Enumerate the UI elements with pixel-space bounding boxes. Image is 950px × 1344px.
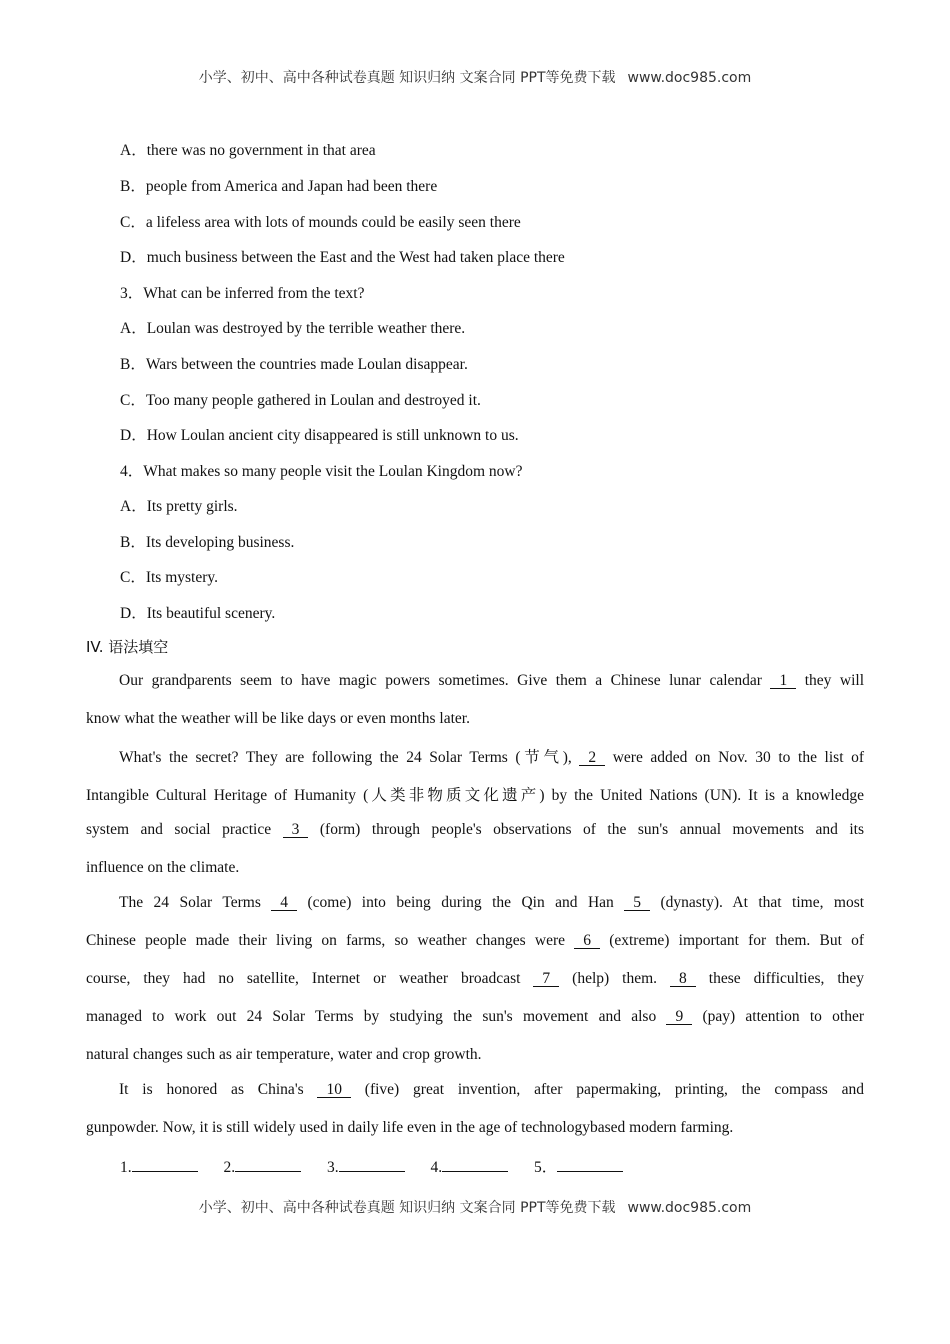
option: C．Too many people gathered in Loulan and destroyed it.	[120, 392, 481, 409]
option: C．a lifeless area with lots of mounds could be easily seen there	[120, 214, 521, 231]
option: A．there was no government in that area	[120, 142, 376, 159]
passage-line: Intangible Cultural Heritage of Humanity (人类非物质文化遗产) by the United Nations (UN). It is a knowledge	[86, 787, 864, 804]
question: 3．What can be inferred from the text?	[120, 285, 365, 302]
text: (help) them.	[572, 970, 658, 987]
footer-url: www.doc985.com	[627, 1200, 752, 1216]
text: It is honored as China's	[119, 1081, 304, 1098]
text: What's the secret? They are following the 24 Solar Terms (节气),	[119, 749, 572, 766]
text: these difficulties, they	[708, 970, 865, 987]
option: B．Wars between the countries made Loulan disappear.	[120, 356, 468, 373]
blank-10[interactable]: 10	[317, 1083, 351, 1098]
text: they will	[804, 672, 865, 689]
option: B．Its developing business.	[120, 534, 295, 551]
passage-line	[119, 894, 864, 912]
blank-8[interactable]: 8	[670, 972, 696, 987]
blank-7[interactable]: 7	[533, 972, 559, 987]
answer-field-2[interactable]	[235, 1157, 301, 1172]
option: C．Its mystery.	[120, 569, 219, 586]
option: A．Its pretty girls.	[120, 498, 238, 515]
text: managed to work out 24 Solar Terms by studying the sun's movement and also	[86, 1008, 657, 1025]
page-footer	[0, 1197, 950, 1217]
option: B．people from America and Japan had been there	[120, 178, 438, 195]
blank-9[interactable]: 9	[666, 1010, 692, 1025]
header-text: 小学、初中、高中各种试卷真题 知识归纳 文案合同 PPT等免费下载	[198, 70, 616, 86]
answer-blanks	[120, 1155, 645, 1177]
passage-line	[119, 672, 864, 690]
blank-1[interactable]: 1	[770, 674, 796, 689]
text: Chinese people made their living on farms, so weather changes were	[86, 932, 566, 949]
answer-field-5[interactable]	[557, 1157, 623, 1172]
answer-label: 2.	[223, 1159, 236, 1176]
answer-label: 3.	[327, 1159, 339, 1176]
text: The 24 Solar Terms	[119, 894, 261, 911]
answer-field-3[interactable]	[339, 1157, 405, 1172]
blank-2[interactable]: 2	[579, 751, 605, 766]
page-header	[0, 67, 950, 87]
blank-3[interactable]: 3	[283, 823, 309, 838]
text: (dynasty). At that time, most	[660, 894, 865, 911]
text: were added on Nov. 30 to the list of	[612, 749, 864, 766]
passage-line: gunpowder. Now, it is still widely used in daily life even in the age of technologybased modern farming.	[86, 1119, 734, 1136]
header-url: www.doc985.com	[627, 70, 752, 86]
answer-label: 1.	[120, 1159, 132, 1176]
answer-label: 5．	[534, 1159, 558, 1176]
section-title: IV. 语法填空	[86, 638, 169, 656]
text: (form) through people's observations of the sun's annual movements and its	[319, 821, 864, 838]
blank-6[interactable]: 6	[574, 934, 600, 949]
text: system and social practice	[86, 821, 272, 838]
option: D．How Loulan ancient city disappeared is still unknown to us.	[120, 427, 519, 444]
passage-line	[86, 1008, 864, 1026]
answer-label: 4.	[430, 1159, 443, 1176]
passage-line: influence on the climate.	[86, 859, 240, 876]
passage-line	[86, 821, 864, 839]
passage-line	[119, 745, 864, 767]
option: D．Its beautiful scenery.	[120, 605, 276, 622]
text: (five) great invention, after papermaking, printing, the compass and	[364, 1081, 865, 1098]
option: D．much business between the East and the West had taken place there	[120, 249, 565, 266]
text: (pay) attention to other	[702, 1008, 865, 1025]
blank-5[interactable]: 5	[624, 896, 650, 911]
passage-line	[86, 970, 864, 988]
text: (extreme) important for them. But of	[609, 932, 864, 949]
passage-line	[119, 1081, 864, 1099]
question: 4．What makes so many people visit the Loulan Kingdom now?	[120, 463, 523, 480]
passage-line: natural changes such as air temperature, water and crop growth.	[86, 1046, 482, 1063]
passage-line	[86, 932, 864, 950]
answer-field-4[interactable]	[442, 1157, 508, 1172]
text: course, they had no satellite, Internet or weather broadcast	[86, 970, 521, 987]
option: A．Loulan was destroyed by the terrible weather there.	[120, 320, 466, 337]
footer-text: 小学、初中、高中各种试卷真题 知识归纳 文案合同 PPT等免费下载	[198, 1200, 616, 1216]
text: Our grandparents seem to have magic powers sometimes. Give them a Chinese lunar calendar	[119, 672, 762, 689]
passage-line: know what the weather will be like days or even months later.	[86, 710, 470, 727]
answer-field-1[interactable]	[132, 1157, 198, 1172]
blank-4[interactable]: 4	[271, 896, 297, 911]
text: (come) into being during the Qin and Han	[307, 894, 614, 911]
